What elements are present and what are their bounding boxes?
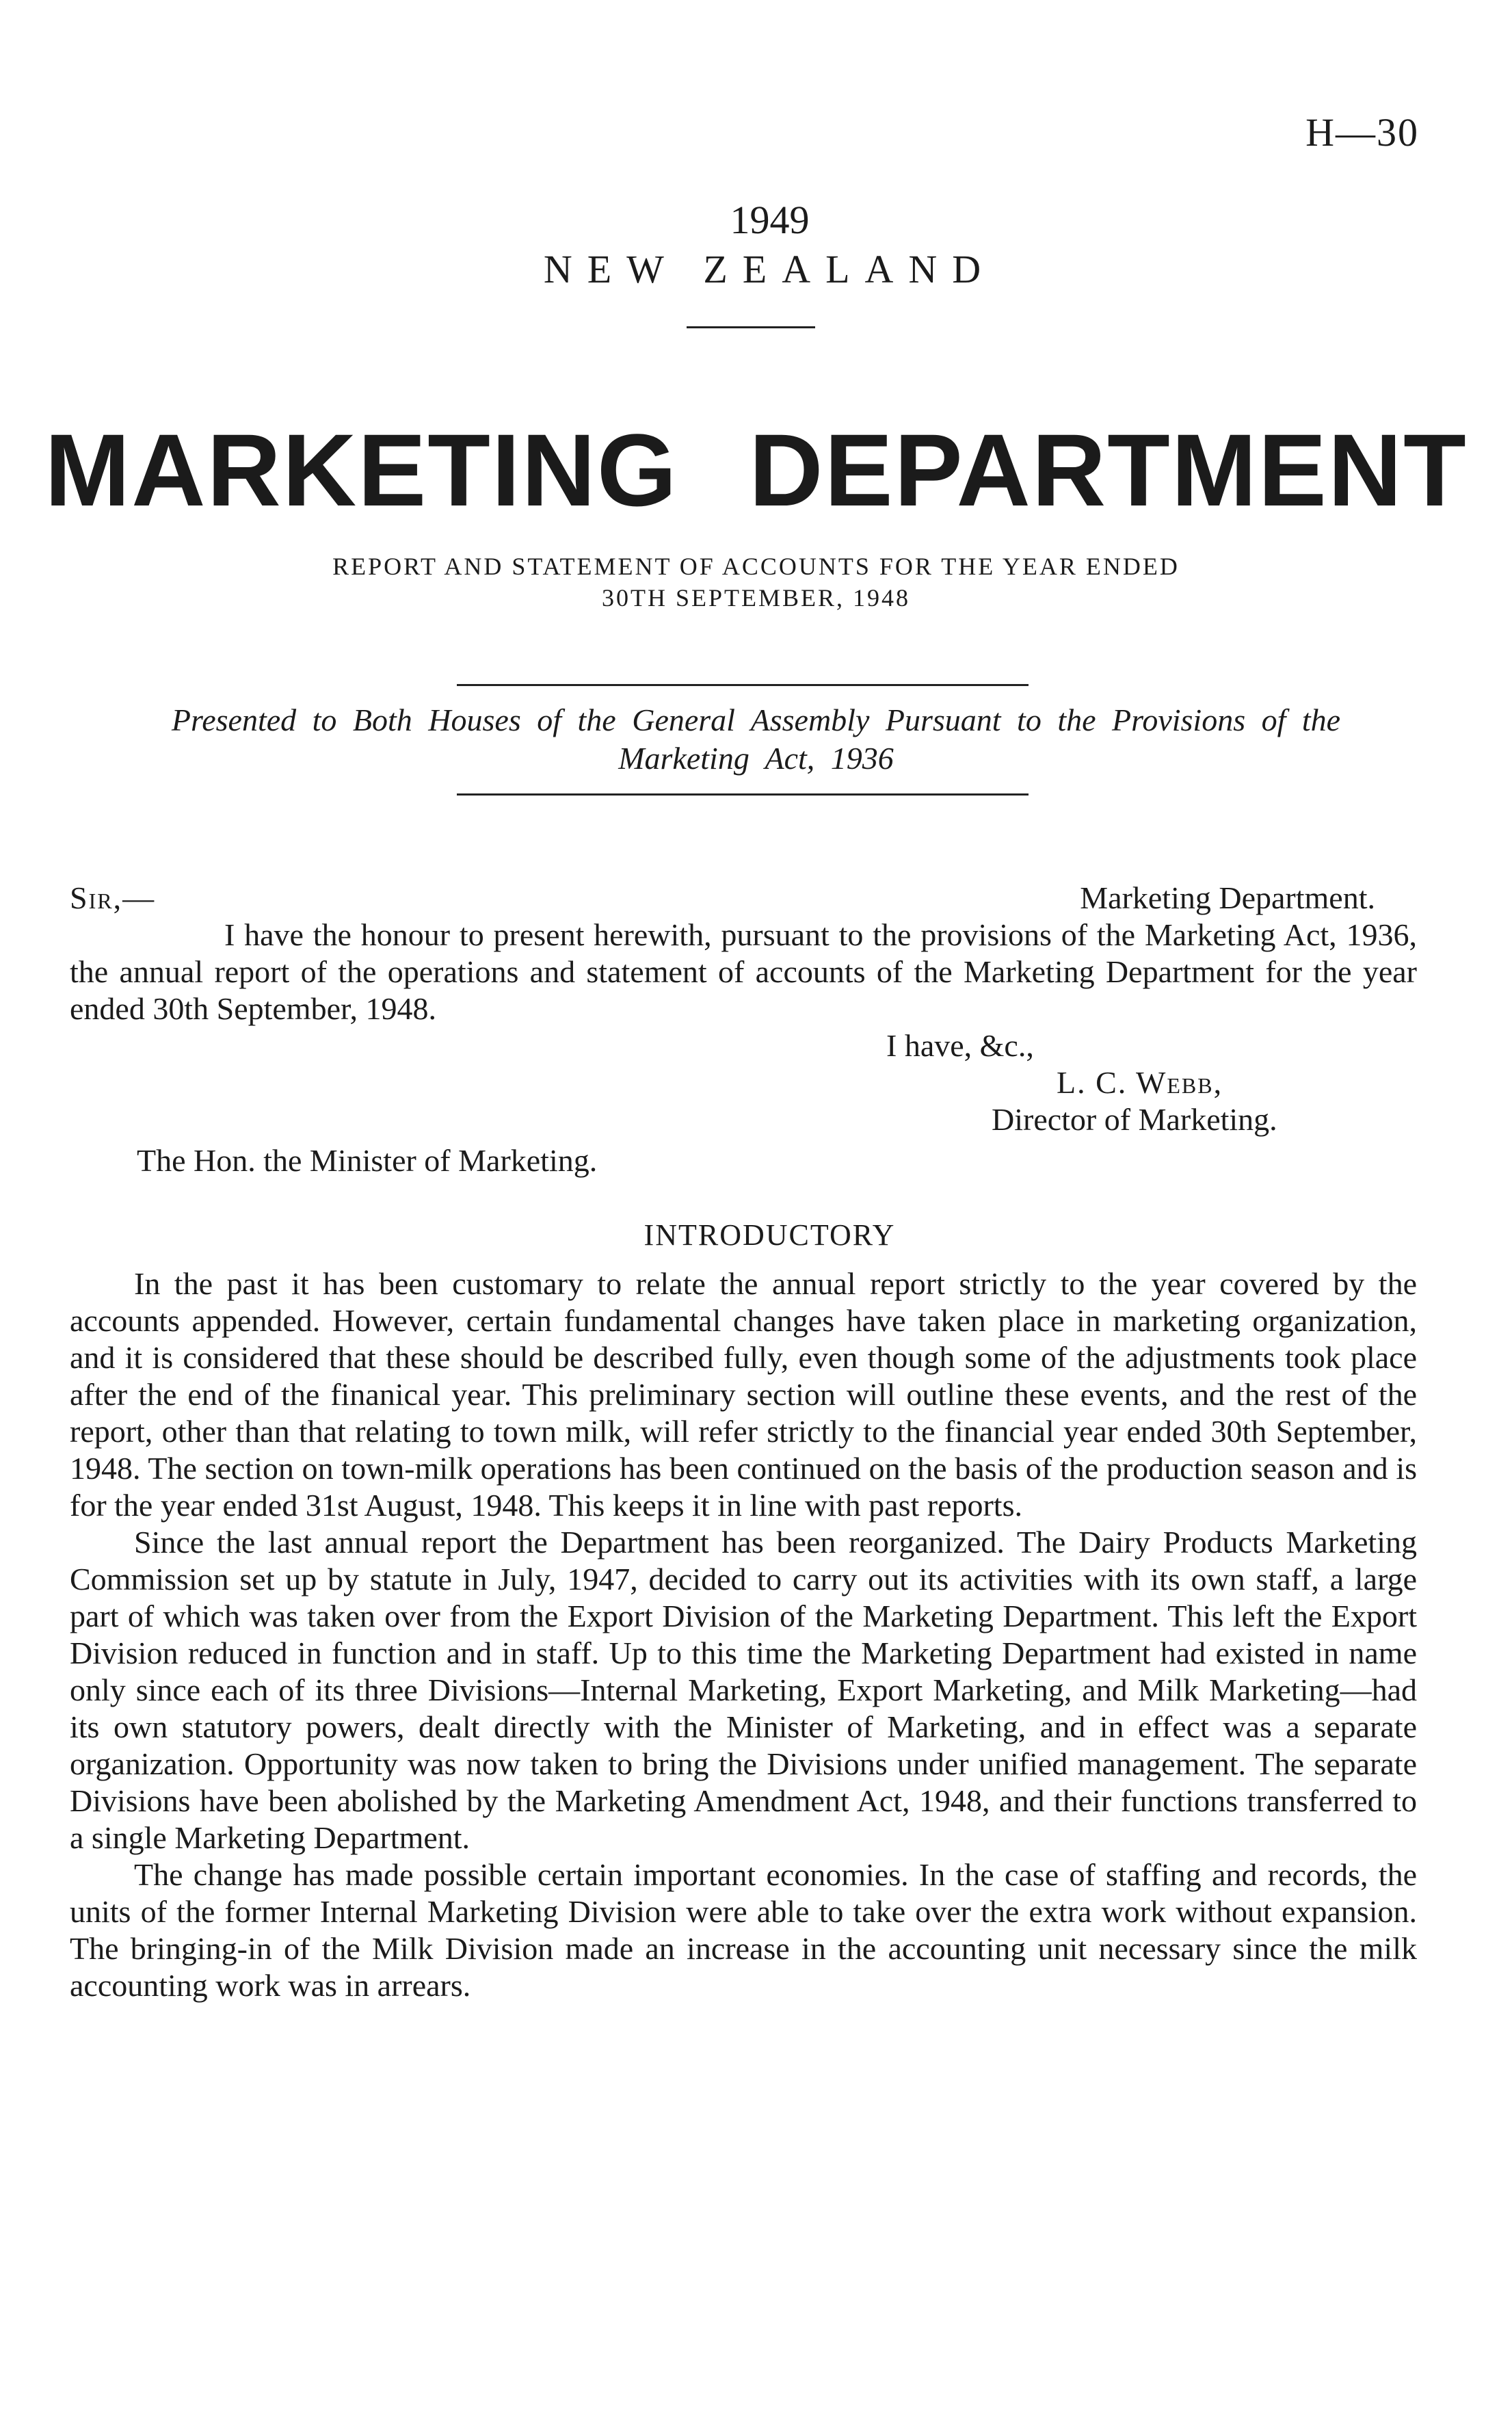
letter-address: Marketing Department.: [1080, 880, 1375, 915]
country-heading: NEW ZEALAND: [543, 247, 996, 291]
section-heading-introductory: INTRODUCTORY: [644, 1218, 896, 1252]
signatory-title: Director of Marketing.: [992, 1102, 1277, 1137]
paragraph: The change has made possible certain important economies. In the case of staffing and records, the units of the former Internal Marketing Division were able to take over the extra work without expansion. The bringing-in of the Milk Division made an increase in the accounting unit necessary since the milk accounting work was in arrears.: [70, 1857, 1417, 2003]
letter-closing: I have, &c.,: [886, 1028, 1034, 1063]
presented-top-rule: [457, 684, 1029, 686]
presented-bottom-rule: [457, 793, 1029, 796]
signatory-name: L. C. Webb,: [1057, 1065, 1223, 1100]
letter-body: I have the honour to present herewith, pursuant to the provisions of the Marketing Act, 1936, the annual report of the operations and statement of accounts of the Marketing Department for the year ended 30th September, 1948.: [70, 917, 1417, 1026]
document-title: MARKETING DEPARTMENT: [44, 412, 1468, 527]
letter-salutation: Sir,—: [70, 880, 156, 915]
document-subtitle: [0, 551, 1512, 614]
subtitle-line-1: REPORT AND STATEMENT OF ACCOUNTS FOR THE YEAR ENDED: [332, 553, 1180, 580]
header-divider: [687, 326, 815, 328]
presented-statement: [55, 701, 1457, 778]
letter-addressee: The Hon. the Minister of Marketing.: [137, 1143, 598, 1178]
publication-year: 1949: [730, 198, 810, 242]
page-code: H—30: [1305, 110, 1419, 155]
introductory-section: [70, 1265, 1417, 2004]
paragraph: Since the last annual report the Department has been reorganized. The Dairy Products Marketing Commission set up by statute in July, 1947, decided to carry out its activities with its own staff, a large part of which was taken over from the Export Division of the Marketing Department. This left the Export Division reduced in function and in staff. Up to this time the Marketing Department had existed in name only since each of its three Divisions—Internal Marketing, Export Marketing, and Milk Marketing—had its own statutory powers, dealt directly with the Minister of Marketing, and in effect was a separate organization. Opportunity was now taken to bring the Divisions under unified management. The separate Divisions have been abolished by the Marketing Amendment Act, 1948, and their functions transferred to a single Marketing Department.: [70, 1525, 1417, 1855]
paragraph: In the past it has been customary to relate the annual report strictly to the year covered by the accounts appended. However, certain fundamental changes have taken place in marketing organization, and it is considered that these should be described fully, even though some of the adjustments took place after the end of the finanical year. This preliminary section will outline these events, and the rest of the report, other than that relating to town milk, will refer strictly to the financial year ended 30th September, 1948. The section on town-milk operations has been continued on the basis of the production season and is for the year ended 31st August, 1948. This keeps it in line with past reports.: [70, 1266, 1417, 1523]
subtitle-line-2: 30TH SEPTEMBER, 1948: [601, 584, 911, 612]
presented-line-2: Marketing Act, 1936: [618, 741, 894, 776]
presented-line-1: Presented to Both Houses of the General Assembly Pursuant to the Provisions of the: [171, 702, 1341, 737]
